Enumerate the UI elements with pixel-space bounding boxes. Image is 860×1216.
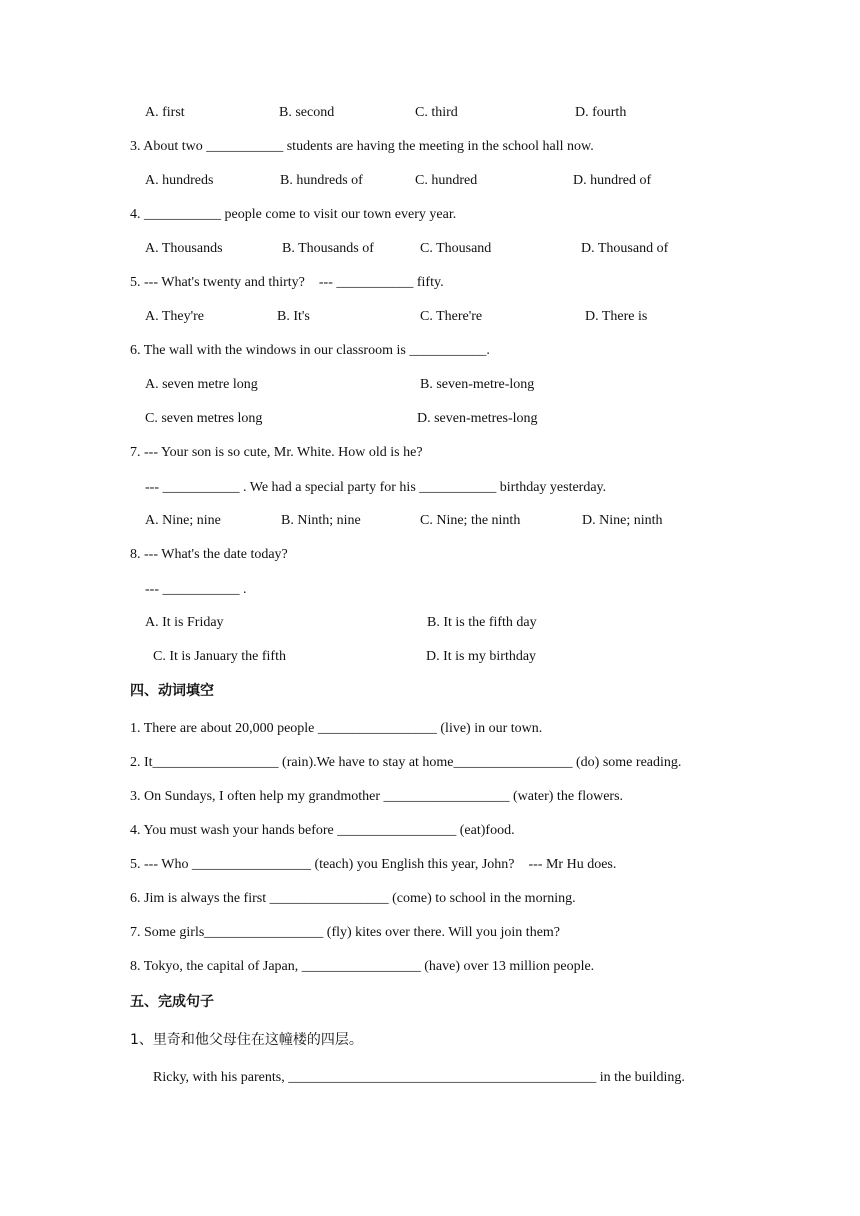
q6-option-d: D. seven-metres-long (417, 411, 538, 426)
q2-option-c: C. third (415, 105, 458, 120)
q8-line2: --- ___________ . (145, 582, 247, 597)
section4-item-1: 1. There are about 20,000 people _________________ (live) in our town. (130, 721, 543, 736)
section4-item-4: 4. You must wash your hands before _________________ (eat)food. (130, 823, 515, 838)
q2-option-a: A. first (145, 105, 185, 120)
q3-option-b: B. hundreds of (280, 173, 363, 188)
q5-stem: 5. --- What's twenty and thirty? --- ___________ fifty. (130, 275, 444, 290)
q3-option-d: D. hundred of (573, 173, 652, 188)
q4-option-a: A. Thousands (145, 241, 223, 256)
section5-item-1-english: Ricky, with his parents, ____________________________________________ in the building. (153, 1070, 685, 1085)
q7-option-b: B. Ninth; nine (281, 513, 361, 528)
q7-option-a: A. Nine; nine (145, 513, 221, 528)
q3-option-a: A. hundreds (145, 173, 214, 188)
q6-option-c: C. seven metres long (145, 411, 263, 426)
section4-item-3: 3. On Sundays, I often help my grandmother __________________ (water) the flowers. (130, 789, 624, 804)
q4-option-b: B. Thousands of (282, 241, 374, 256)
q7-stem: 7. --- Your son is so cute, Mr. White. How old is he? (130, 445, 423, 460)
q5-option-b: B. It's (277, 309, 310, 324)
q4-option-d: D. Thousand of (581, 241, 669, 256)
q2-option-d: D. fourth (575, 105, 627, 120)
section4-item-8: 8. Tokyo, the capital of Japan, _________________ (have) over 13 million people. (130, 959, 595, 974)
q3-stem: 3. About two ___________ students are having the meeting in the school hall now. (130, 139, 594, 154)
q8-option-c: C. It is January the fifth (153, 649, 286, 664)
q4-stem: 4. ___________ people come to visit our town every year. (130, 207, 457, 222)
q6-option-a: A. seven metre long (145, 377, 258, 392)
q8-option-d: D. It is my birthday (426, 649, 537, 664)
section4-item-7: 7. Some girls_________________ (fly) kites over there. Will you join them? (130, 925, 561, 940)
section4-item-2: 2. It__________________ (rain).We have to stay at home_________________ (do) some reading. (130, 755, 682, 770)
q6-option-b: B. seven-metre-long (420, 377, 535, 392)
section4-item-5: 5. --- Who _________________ (teach) you English this year, John? --- Mr Hu does. (130, 857, 617, 872)
q8-option-b: B. It is the fifth day (427, 615, 537, 630)
q7-option-c: C. Nine; the ninth (420, 513, 521, 528)
section4-heading: 四、动词填空 (130, 683, 214, 699)
q4-option-c: C. Thousand (420, 241, 492, 256)
q6-stem: 6. The wall with the windows in our classroom is ___________. (130, 343, 490, 358)
section5-item-1-chinese: 1、里奇和他父母住在这幢楼的四层。 (130, 1032, 363, 1048)
q2-option-b: B. second (279, 105, 335, 120)
section4-item-6: 6. Jim is always the first _________________ (come) to school in the morning. (130, 891, 576, 906)
q5-option-d: D. There is (585, 309, 648, 324)
q7-line2: --- ___________ . We had a special party for his ___________ birthday yesterday. (145, 480, 607, 495)
q3-option-c: C. hundred (415, 173, 478, 188)
q8-stem: 8. --- What's the date today? (130, 547, 288, 562)
q8-option-a: A. It is Friday (145, 615, 224, 630)
q5-option-c: C. There're (420, 309, 483, 324)
section5-heading: 五、完成句子 (130, 994, 214, 1010)
q5-option-a: A. They're (145, 309, 205, 324)
q7-option-d: D. Nine; ninth (582, 513, 663, 528)
